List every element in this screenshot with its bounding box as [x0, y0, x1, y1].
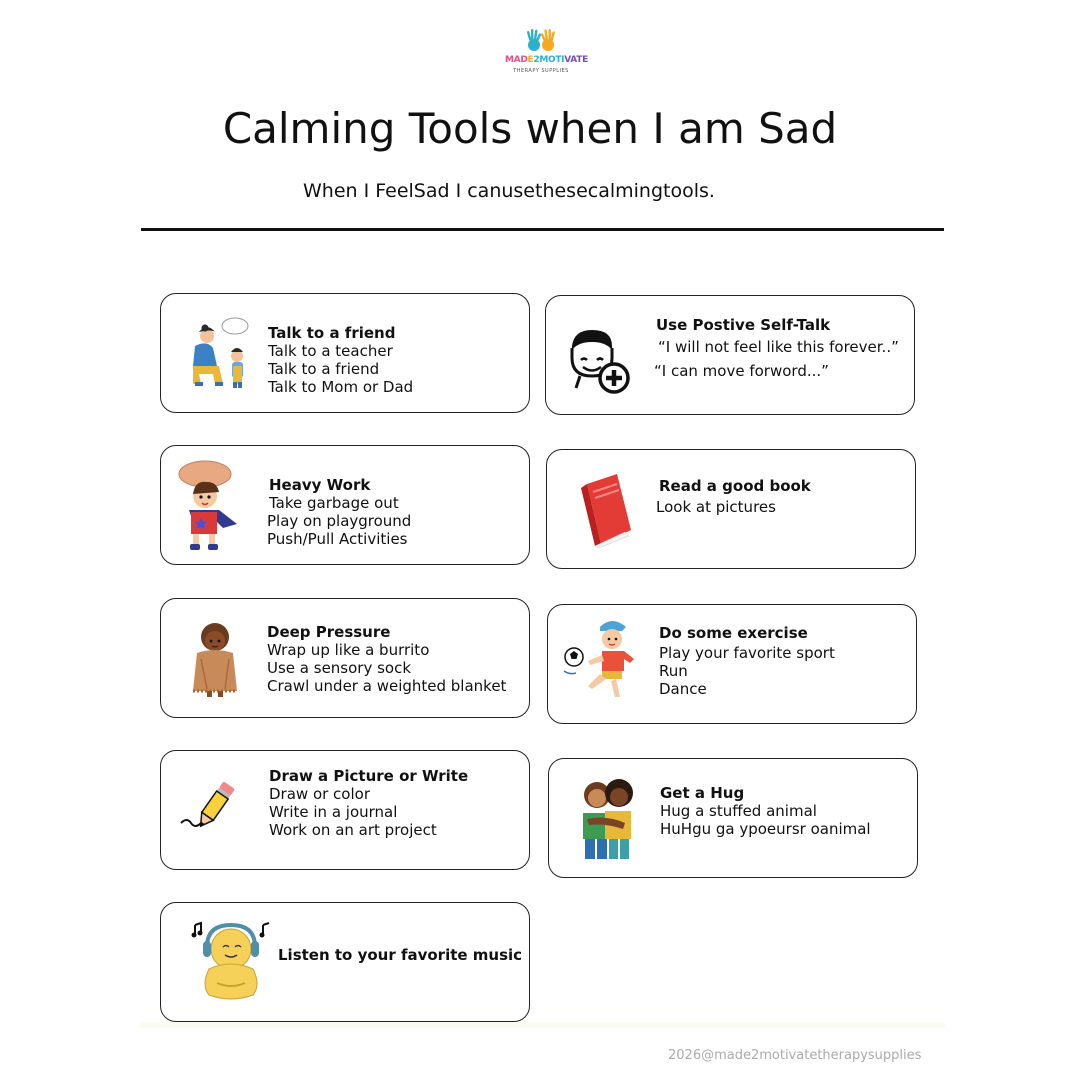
card-line: Work on an art project [269, 821, 437, 839]
card-heading: Get a Hug [660, 784, 745, 802]
card-line: Push/Pull Activities [267, 530, 408, 548]
card-heading: Heavy Work [269, 476, 371, 494]
pencil-icon [177, 775, 241, 839]
card-line: Write in a journal [269, 803, 398, 821]
red-book-icon [575, 470, 641, 550]
card-line: Look at pictures [656, 498, 776, 516]
tool-card-talk-to-a-friend [160, 293, 530, 413]
footer-credit: 2026@made2motivatetherapysupplies [668, 1048, 922, 1063]
headphones-character-icon [191, 917, 273, 1001]
card-line: Play on playground [267, 512, 412, 530]
card-line: Crawl under a weighted blanket [267, 677, 507, 695]
card-line: Talk to Mom or Dad [268, 378, 414, 396]
card-heading: Use Postive Self-Talk [656, 316, 831, 334]
two-kids-hugging-icon [575, 773, 641, 863]
tool-card-draw-or-write [160, 750, 530, 870]
card-line: Use a sensory sock [267, 659, 412, 677]
card-line: Hug a stuffed animal [660, 802, 817, 820]
positive-face-plus-icon [566, 326, 632, 396]
tool-card-read-a-good-book [546, 449, 916, 569]
adult-talking-to-child-icon [177, 316, 253, 396]
bottom-strip [140, 1022, 945, 1028]
tool-card-heavy-work [160, 445, 530, 565]
logo-subtext: THERAPY SUPPLIES [513, 68, 569, 74]
card-line: HuHgu ga ypoeursr oanimal [660, 820, 871, 838]
tool-card-get-a-hug [548, 758, 918, 878]
card-line: Run [659, 662, 688, 680]
child-lifting-rock-icon [175, 460, 245, 552]
card-heading: Read a good book [659, 477, 811, 495]
card-heading: Listen to your favorite music [278, 946, 523, 964]
card-line: Draw or color [269, 785, 370, 803]
card-heading: Deep Pressure [267, 623, 391, 641]
card-line: “I can move forword...” [654, 362, 829, 380]
card-line: Dance [659, 680, 707, 698]
card-line: Talk to a teacher [268, 342, 393, 360]
tool-card-positive-self-talk [545, 295, 915, 415]
child-wrapped-in-blanket-icon [187, 619, 243, 699]
handprints-logo-icon [523, 28, 559, 54]
child-kicking-ball-icon [560, 617, 644, 703]
card-heading: Draw a Picture or Write [269, 767, 469, 785]
page-subtitle: When I FeelSad I canusethesecalmingtools. [303, 180, 715, 202]
card-line: Wrap up like a burrito [267, 641, 430, 659]
card-line: Take garbage out [269, 494, 399, 512]
brand-logo [505, 28, 588, 76]
card-line: “I will not feel like this forever..” [658, 338, 899, 356]
card-line: Talk to a friend [268, 360, 380, 378]
card-line: Play your favorite sport [659, 644, 835, 662]
page-title: Calming Tools when I am Sad [222, 104, 838, 153]
tool-card-do-some-exercise [547, 604, 917, 724]
logo-wordmark: MADE2MOTIVATE [505, 55, 588, 65]
tool-card-listen-to-music [160, 902, 530, 1022]
header-divider [141, 228, 944, 231]
card-heading: Talk to a friend [268, 324, 396, 342]
card-heading: Do some exercise [659, 624, 808, 642]
tool-card-deep-pressure [160, 598, 530, 718]
